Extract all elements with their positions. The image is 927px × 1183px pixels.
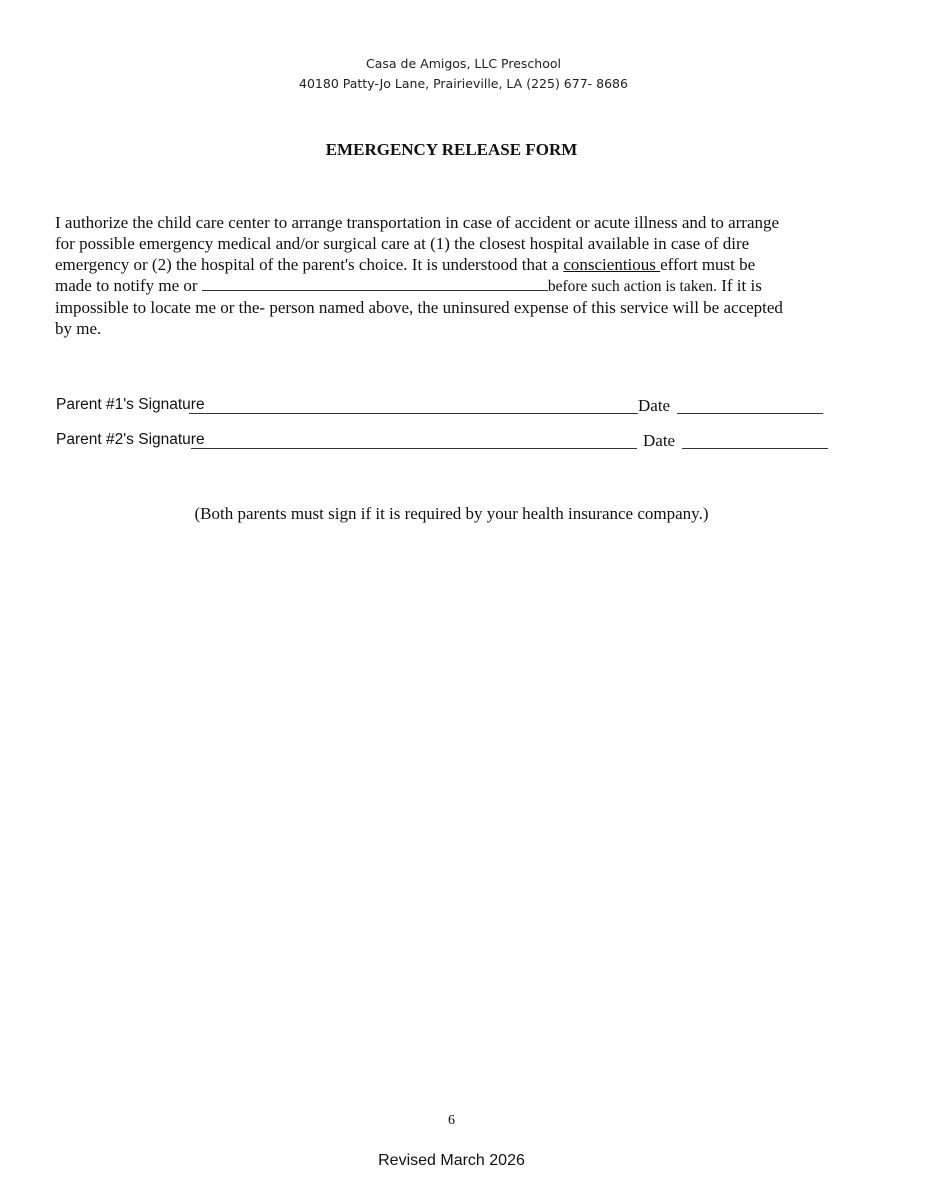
parent-2-signature-row	[56, 429, 836, 451]
parent-1-signature-row	[56, 394, 836, 416]
signature-note: (Both parents must sign if it is required by your health insurance company.)	[194, 504, 709, 523]
paragraph-line-4-small: before such action is taken.	[547, 278, 717, 295]
conscientious-underlined: conscientious	[563, 255, 661, 274]
paragraph-line-4-end: If it is	[716, 276, 762, 295]
parent-1-date-label: Date	[638, 396, 671, 415]
parent-2-date-label: Date	[643, 431, 676, 450]
paragraph-line-2: for possible emergency medical and/or surgical care at (1) the closest hospital available in case of dire	[55, 234, 750, 253]
form-title: EMERGENCY RELEASE FORM	[325, 140, 578, 159]
designated-person-blank[interactable]	[202, 276, 548, 291]
paragraph-line-1: I authorize the child care center to arrange transportation in case of accident or acute illness and to arrange	[55, 213, 780, 232]
parent-2-date-line[interactable]	[682, 448, 828, 449]
paragraph-line-4	[55, 275, 855, 297]
paragraph-line-3-text: emergency or (2) the hospital of the parent's choice. It is understood that a	[55, 255, 564, 274]
paragraph-line-4-text: made to notify me or	[55, 276, 202, 295]
paragraph-line-5: impossible to locate me or the- person named above, the uninsured expense of this service will be accepted	[55, 298, 783, 317]
parent-2-signature-label: Parent #2's Signature	[56, 431, 205, 448]
parent-1-date-line[interactable]	[677, 413, 823, 414]
parent-2-signature-line[interactable]	[191, 448, 637, 449]
revision-date: Revised March 2026	[378, 1152, 525, 1169]
paragraph-line-3-end: effort must be	[660, 255, 756, 274]
school-address: 40180 Patty-Jo Lane, Prairieville, LA (225) 677- 8686	[299, 76, 628, 91]
paragraph-line-3	[55, 254, 855, 275]
page-number: 6	[448, 1113, 455, 1128]
authorization-paragraph	[55, 212, 855, 339]
school-name: Casa de Amigos, LLC Preschool	[366, 56, 561, 71]
paragraph-line-6: by me.	[55, 319, 102, 338]
parent-1-signature-line[interactable]	[189, 413, 638, 414]
parent-1-signature-label: Parent #1's Signature	[56, 396, 205, 413]
